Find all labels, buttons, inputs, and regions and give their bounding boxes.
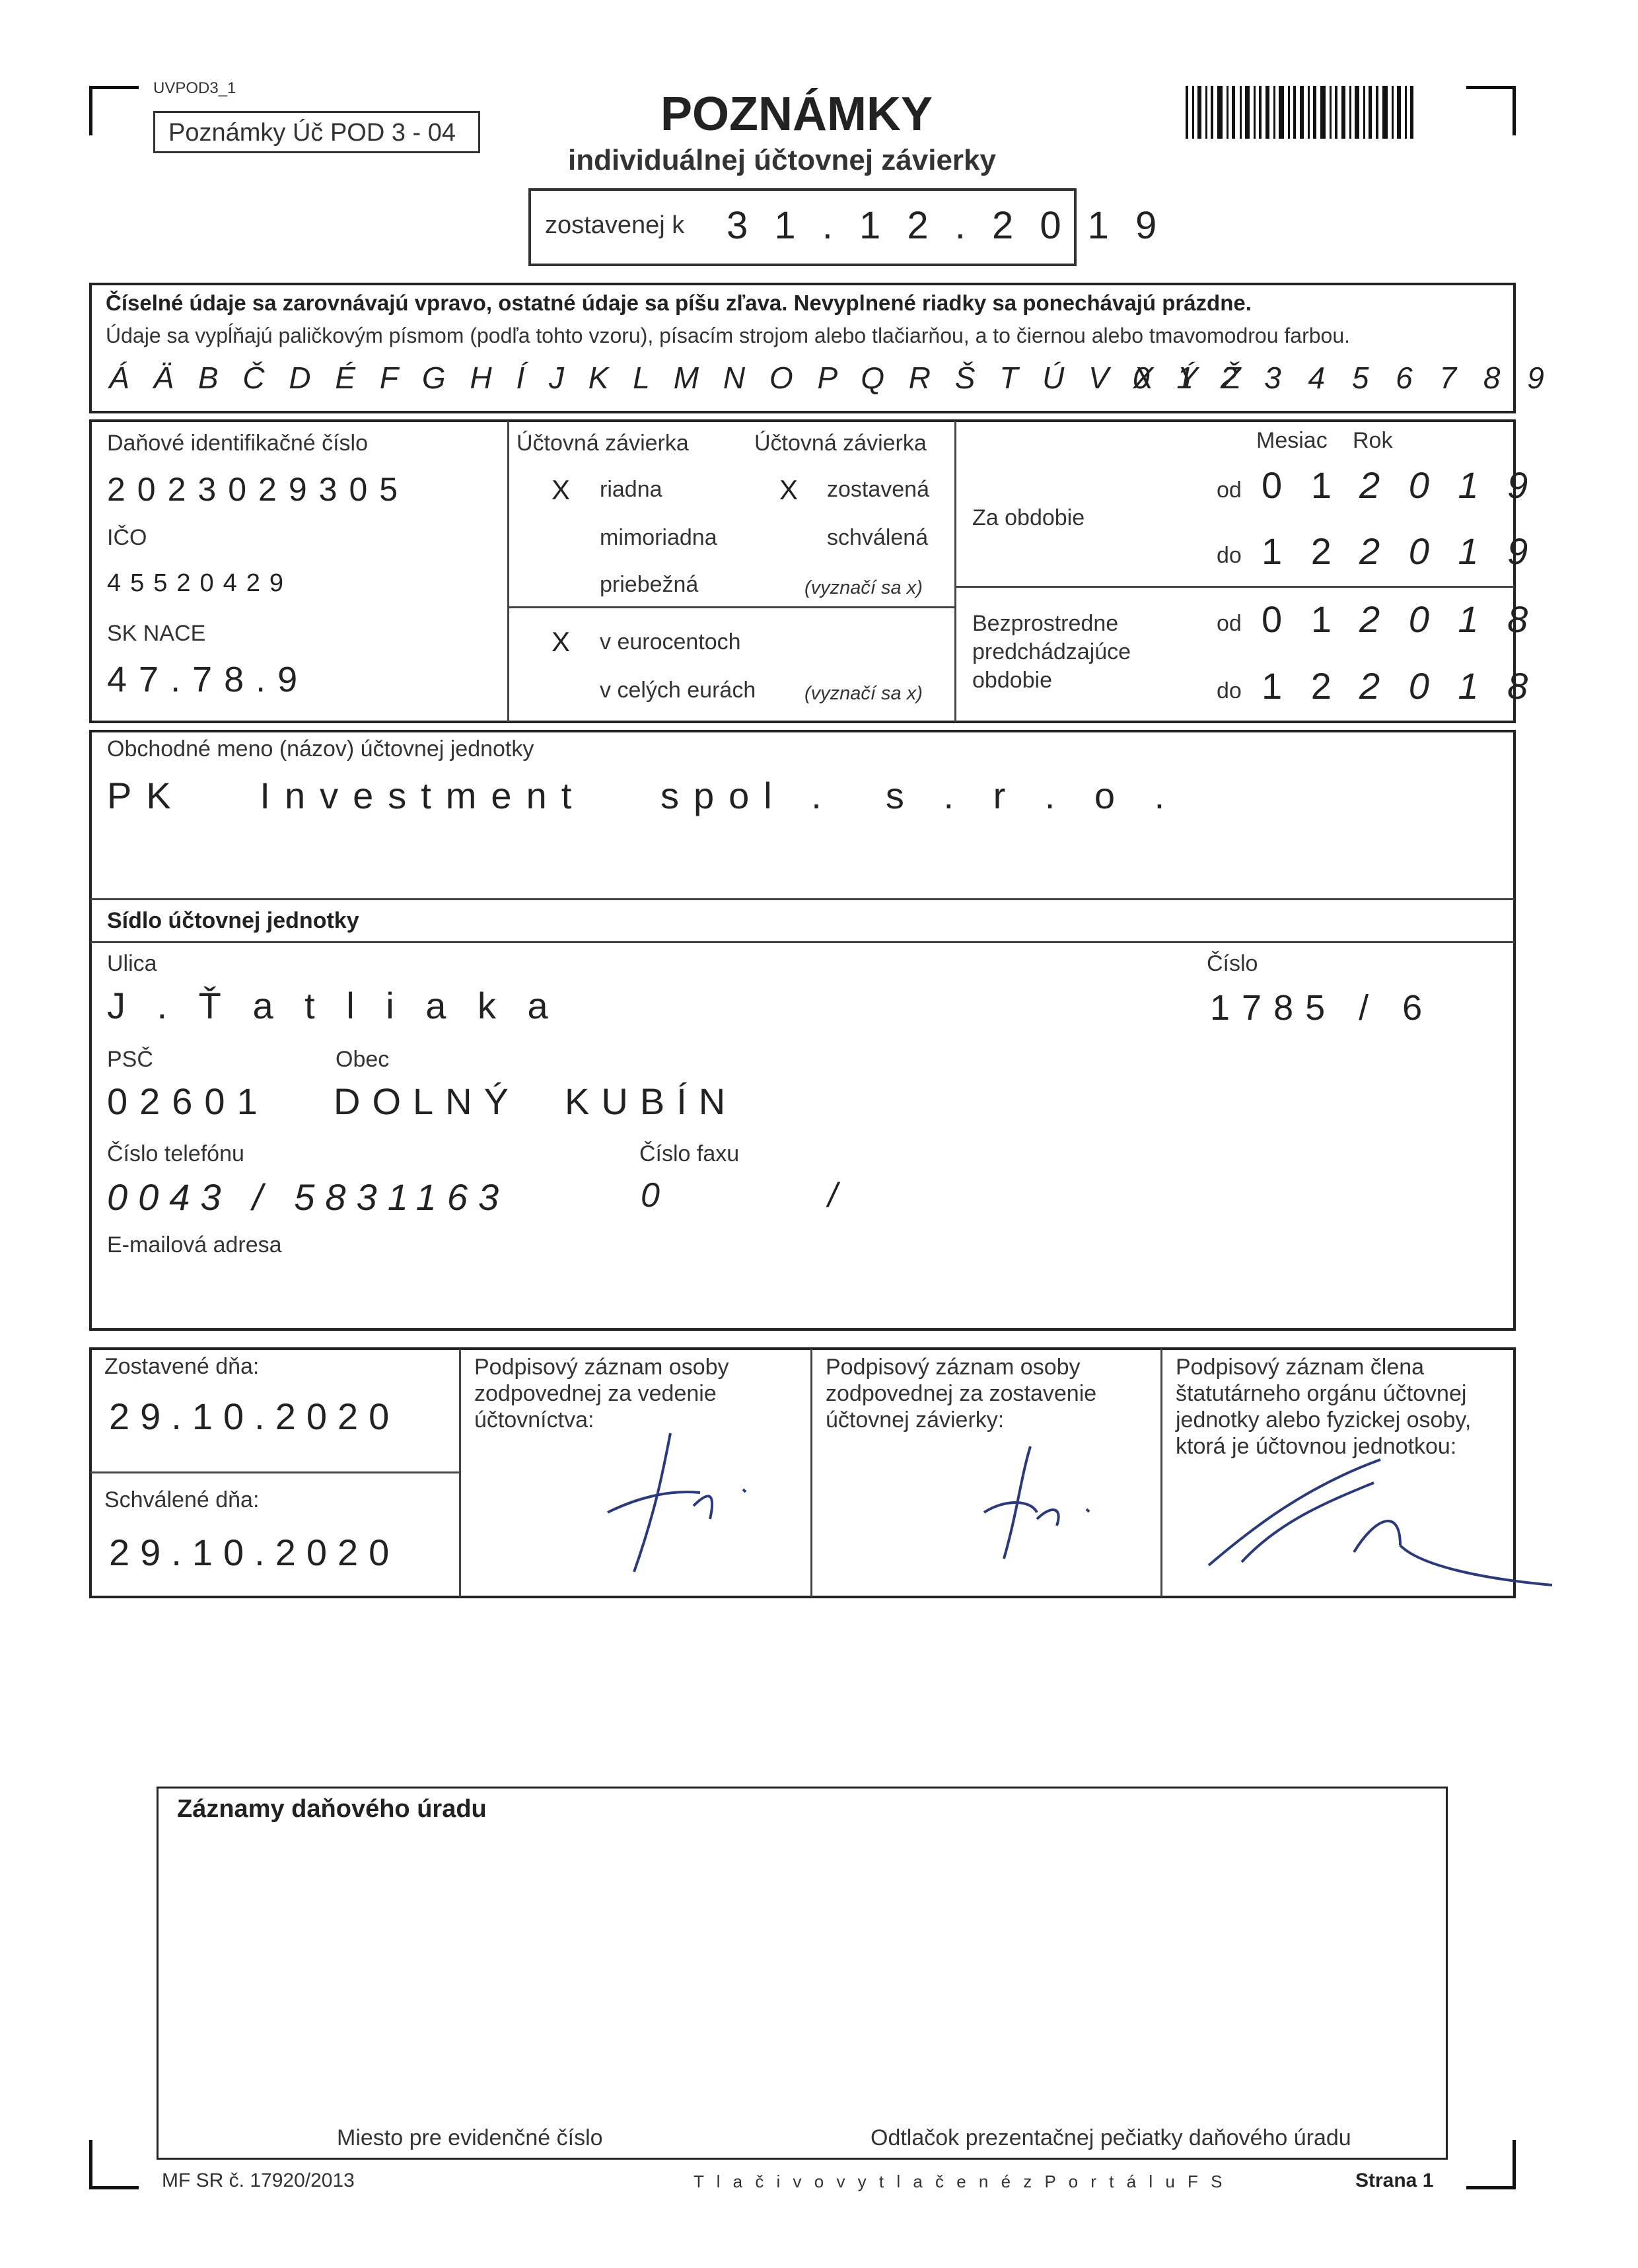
mark-hint-2: (vyznačí sa x) <box>804 683 923 704</box>
current-to-year[interactable]: 2 0 1 9 <box>1359 530 1538 572</box>
company-name-label: Obchodné meno (názov) účtovnej jednotky <box>107 736 534 762</box>
dic-value[interactable]: 2023029305 <box>107 471 410 508</box>
corner-mark-bottom-left <box>89 2140 139 2189</box>
page-subtitle: individuálnej účtovnej závierky <box>568 144 996 176</box>
mimoriadna-label: mimoriadna <box>600 525 717 550</box>
nace-value[interactable]: 47.78.9 <box>107 660 310 699</box>
previous-period-label-3: obdobie <box>972 668 1053 693</box>
zavierka-state-label: Účtovná závierka <box>754 431 927 456</box>
compiled-date-value[interactable]: 29.10.2020 <box>109 1396 400 1437</box>
mark-hint-1: (vyznačí sa x) <box>804 577 923 598</box>
previous-from-year[interactable]: 2 0 1 8 <box>1359 598 1538 640</box>
divider <box>90 1471 459 1473</box>
signature-accountant <box>594 1427 766 1585</box>
instructions-line-1: Číselné údaje sa zarovnávajú vpravo, ostatné údaje sa píšu zľava. Nevyplnené riadky sa ponechávajú prázdne. <box>106 291 1252 315</box>
zostavena-label: zostavená <box>827 477 929 502</box>
divider <box>90 941 1514 943</box>
sig2-label: Podpisový záznam osoby zodpovednej za zostavenie účtovnej závierky: <box>826 1355 1097 1433</box>
signature-compiler <box>958 1440 1129 1572</box>
current-from-year[interactable]: 2 0 1 9 <box>1359 464 1538 506</box>
divider <box>956 586 1514 588</box>
riadna-label: riadna <box>600 477 662 502</box>
current-from-label: od <box>1217 478 1242 503</box>
page-number: Strana 1 <box>1355 2170 1434 2191</box>
zostavena-checkbox-mark[interactable]: X <box>779 474 799 505</box>
sample-digits: 0 1 2 3 4 5 6 7 8 9 <box>1133 361 1553 395</box>
ico-label: IČO <box>107 525 147 550</box>
schvalena-label: schválená <box>827 525 929 550</box>
page-title: POZNÁMKY <box>660 88 933 141</box>
company-name-value[interactable]: PK Investment spol . s . r . o . <box>107 775 1180 816</box>
divider <box>954 421 956 722</box>
number-value[interactable]: 1785 / 6 <box>1210 988 1435 1028</box>
eurocentoch-label: v eurocentoch <box>600 629 741 655</box>
psc-label: PSČ <box>107 1047 153 1072</box>
corner-mark-bottom-right <box>1466 2140 1516 2189</box>
divider <box>90 898 1514 900</box>
street-label: Ulica <box>107 951 157 976</box>
month-column-label: Mesiac <box>1256 428 1328 453</box>
number-label: Číslo <box>1207 951 1258 976</box>
email-label: E-mailová adresa <box>107 1232 282 1258</box>
previous-period-label-2: predchádzajúce <box>972 639 1131 664</box>
zavierka-type-label: Účtovná závierka <box>516 431 689 456</box>
divider <box>1160 1349 1162 1597</box>
current-from-month[interactable]: 0 1 <box>1262 464 1341 506</box>
ministry-reference: MF SR č. 17920/2013 <box>162 2170 355 2191</box>
form-id-text: Poznámky Úč POD 3 - 04 <box>168 119 456 147</box>
previous-to-month[interactable]: 1 2 <box>1262 665 1341 707</box>
divider <box>459 1349 461 1597</box>
tax-office-box <box>157 1787 1448 2160</box>
previous-from-month[interactable]: 0 1 <box>1262 598 1341 640</box>
sig1-label: Podpisový záznam osoby zodpovednej za vedenie účtovníctva: <box>474 1355 729 1433</box>
company-section <box>89 730 1516 1331</box>
obec-label: Obec <box>336 1047 390 1072</box>
sample-letters: Á Ä B Č D É F G H Í J K L M N O P Q R Š T Ú V X Ý Ž <box>109 361 1249 395</box>
date-label: zostavenej k <box>545 211 685 239</box>
printed-from-portal: T l a č i v o v y t l a č e n é z P o r t á l u F S <box>694 2172 1227 2191</box>
previous-from-label: od <box>1217 611 1242 636</box>
compiled-date-label: Zostavené dňa: <box>104 1354 260 1379</box>
divider <box>810 1349 812 1597</box>
dic-label: Daňové identifikačné číslo <box>107 431 369 456</box>
obec-value[interactable]: DOLNÝ KUBÍN <box>334 1081 738 1122</box>
year-column-label: Rok <box>1353 428 1393 453</box>
previous-to-year[interactable]: 2 0 1 8 <box>1359 665 1538 707</box>
previous-to-label: do <box>1217 678 1242 703</box>
signature-statutory <box>1202 1446 1559 1605</box>
barcode <box>1186 86 1417 139</box>
previous-period-label-1: Bezprostredne <box>972 611 1119 636</box>
divider <box>507 421 509 722</box>
tax-office-title: Záznamy daňového úradu <box>177 1795 487 1823</box>
approved-date-label: Schválené dňa: <box>104 1487 260 1512</box>
registration-number-label: Miesto pre evidenčné číslo <box>337 2125 603 2150</box>
riadna-checkbox-mark[interactable]: X <box>552 474 571 505</box>
stamp-label: Odtlačok prezentačnej pečiatky daňového úradu <box>871 2125 1351 2150</box>
current-period-label: Za obdobie <box>972 505 1085 530</box>
current-to-month[interactable]: 1 2 <box>1262 530 1341 572</box>
phone-value[interactable]: 0043 / 5831163 <box>107 1176 510 1218</box>
nace-label: SK NACE <box>107 621 206 646</box>
corner-mark-top-right <box>1466 86 1516 135</box>
form-code: UVPOD3_1 <box>153 79 236 97</box>
corner-mark-top-left <box>89 86 139 135</box>
sig3-label: Podpisový záznam člena štatutárneho orgánu účtovnej jednotky alebo fyzickej osoby, ktorá je účtovnou jednotkou: <box>1176 1355 1472 1459</box>
seat-label: Sídlo účtovnej jednotky <box>107 908 359 933</box>
date-value[interactable]: 3 1 . 1 2 . 2 0 1 9 <box>727 204 1165 247</box>
phone-label: Číslo telefónu <box>107 1141 244 1166</box>
psc-value[interactable]: 02601 <box>107 1081 269 1122</box>
instructions-line-2: Údaje sa vypĺňajú paličkovým písmom (podľa tohto vzoru), písacím strojom alebo tlačiarňou, a to čiernou alebo tmavomodrou farbou. <box>106 324 1351 347</box>
street-value[interactable]: J . Ť a t l i a k a <box>107 985 559 1026</box>
ico-value[interactable]: 45520429 <box>107 569 293 597</box>
eurocentoch-checkbox-mark[interactable]: X <box>552 626 571 657</box>
approved-date-value[interactable]: 29.10.2020 <box>109 1532 400 1573</box>
fax-label: Číslo faxu <box>639 1141 740 1166</box>
celych-eurach-label: v celých eurách <box>600 678 756 703</box>
priebezna-label: priebežná <box>600 572 699 597</box>
divider <box>509 606 954 608</box>
fax-value[interactable]: 0 / <box>641 1176 844 1215</box>
current-to-label: do <box>1217 543 1242 568</box>
